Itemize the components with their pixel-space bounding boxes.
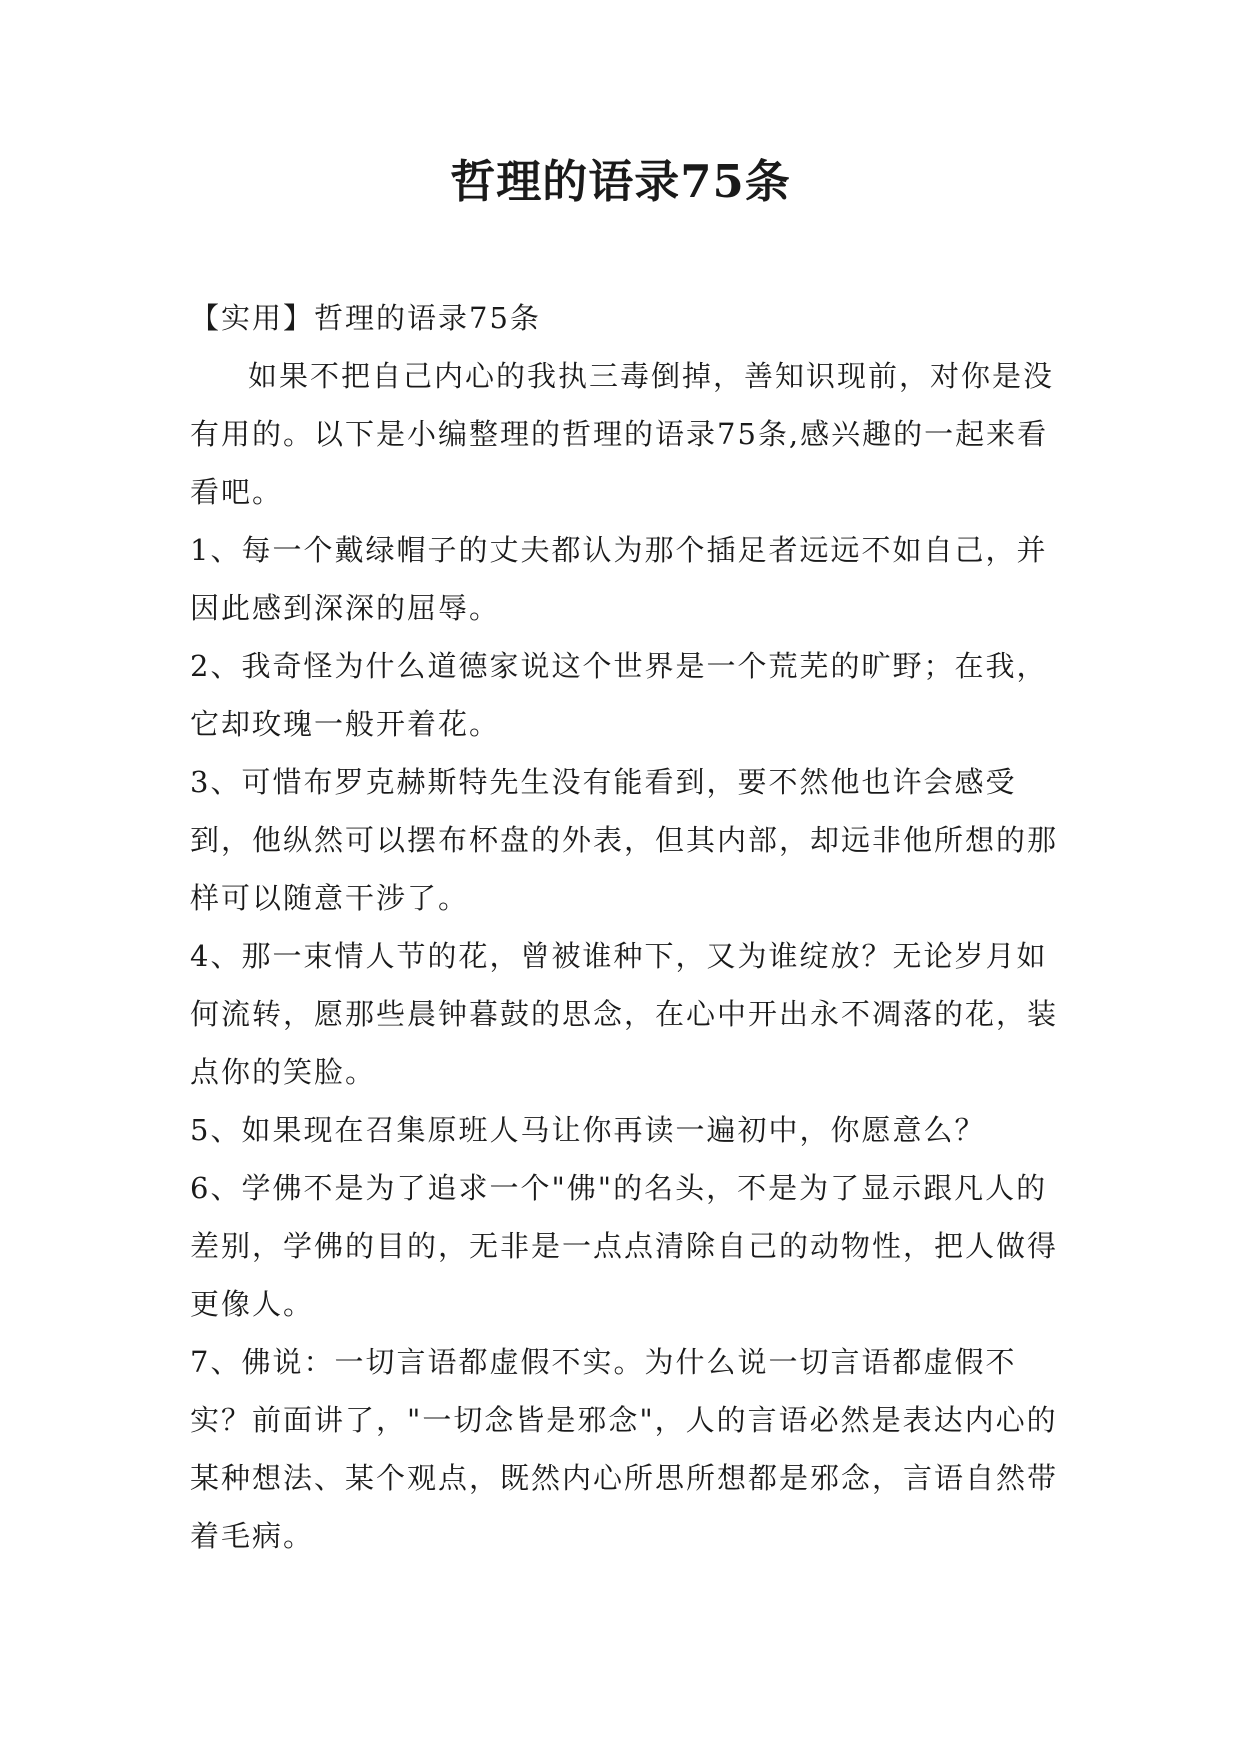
intro-paragraph: 如果不把自己内心的我执三毒倒掉，善知识现前，对你是没有用的。以下是小编整理的哲理的语录75条,感兴趣的一起来看看吧。 [190, 359, 1055, 509]
quote-item-7: 7、佛说：一切言语都虚假不实。为什么说一切言语都虚假不实？前面讲了，"一切念皆是邪念"，人的言语必然是表达内心的某种想法、某个观点，既然内心所思所想都是邪念，言语自然带着毛病。 [190, 1345, 1059, 1553]
quote-item-3: 3、可惜布罗克赫斯特先生没有能看到，要不然他也许会感受到，他纵然可以摆布杯盘的外表，但其内部，却远非他所想的那样可以随意干涉了。 [190, 765, 1059, 915]
document-body [190, 289, 1060, 1565]
quote-item-5: 5、如果现在召集原班人马让你再读一遍初中，你愿意么？ [190, 1113, 986, 1147]
quote-item-6: 6、学佛不是为了追求一个"佛"的名头，不是为了显示跟凡人的差别，学佛的目的，无非是一点点清除自己的动物性，把人做得更像人。 [190, 1171, 1059, 1321]
document-subtitle: 【实用】哲理的语录75条 [190, 301, 541, 335]
quote-item-2: 2、我奇怪为什么道德家说这个世界是一个荒芜的旷野；在我，它却玫瑰一般开着花。 [190, 649, 1048, 741]
quote-item-4: 4、那一束情人节的花，曾被谁种下，又为谁绽放？无论岁月如何流转，愿那些晨钟暮鼓的思念，在心中开出永不凋落的花，装点你的笑脸。 [190, 939, 1059, 1089]
quote-item-1: 1、每一个戴绿帽子的丈夫都认为那个插足者远远不如自己，并因此感到深深的屈辱。 [190, 533, 1048, 625]
document-title: 哲理的语录75条 [450, 155, 791, 208]
